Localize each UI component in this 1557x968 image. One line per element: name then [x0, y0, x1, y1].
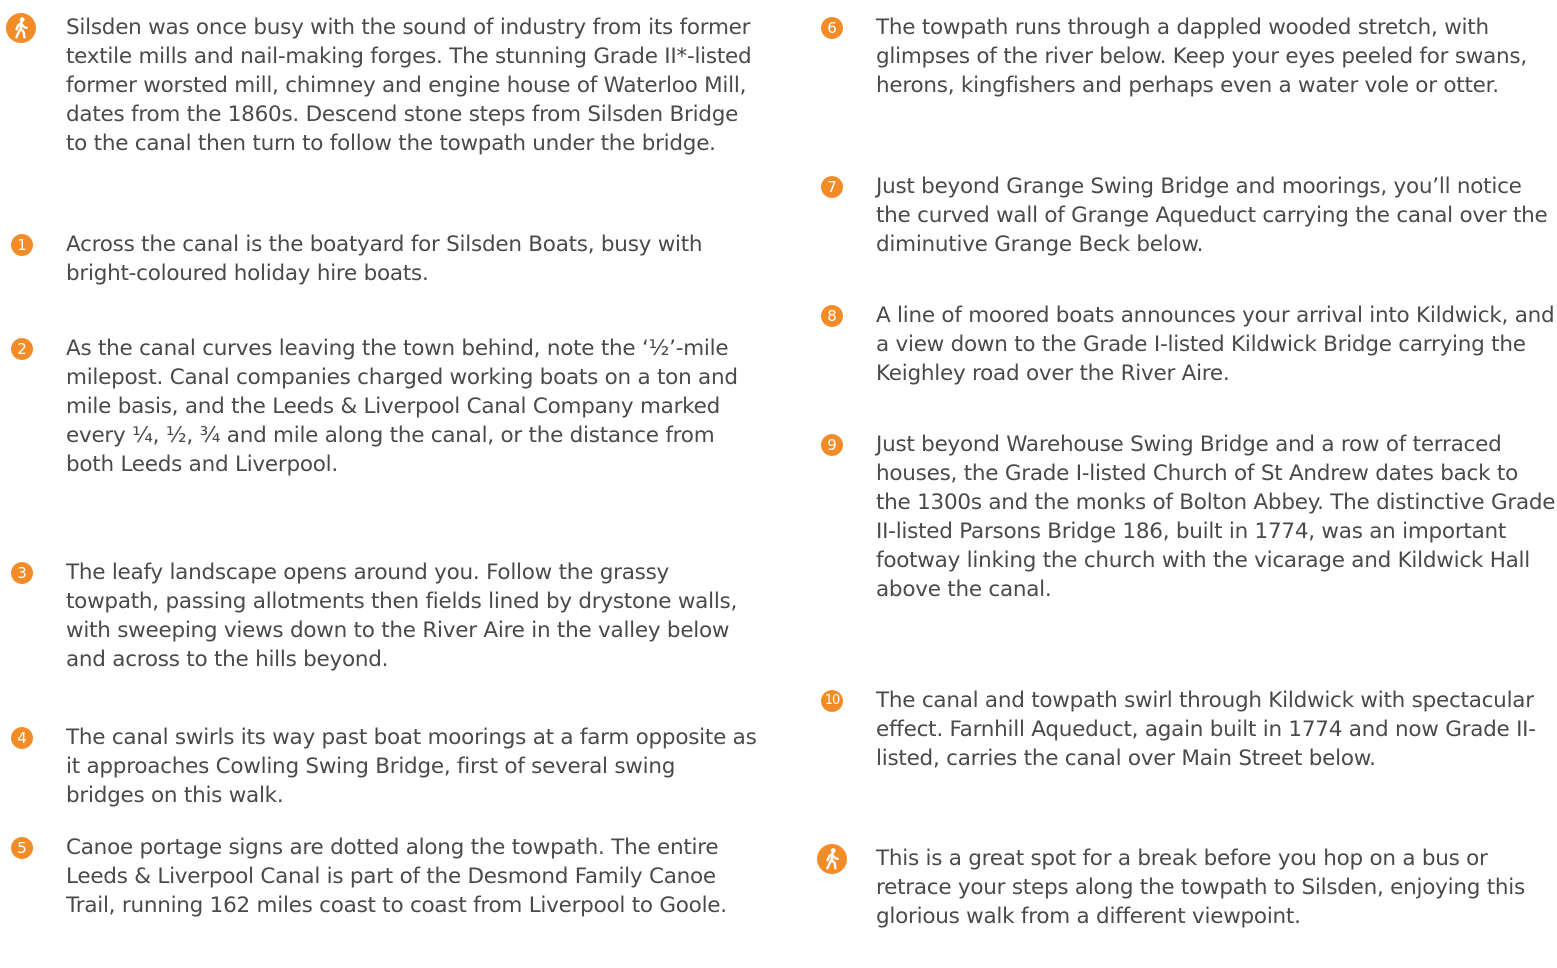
step-1 — [0, 230, 760, 288]
step-number-badge: 9 — [821, 434, 843, 456]
step-number-badge: 5 — [11, 837, 33, 859]
step-8 — [810, 301, 1557, 388]
step-text: As the canal curves leaving the town behind, note the ‘½’-mile milepost. Canal companies charged working boats on a ton and mile basis, and the Leeds & Liverpool Canal Company marked every ¼, ½, ¾ and mile along the canal, or the distance from both Leeds and Liverpool. — [66, 336, 738, 477]
step-number-badge: 1 — [11, 234, 33, 256]
step-2 — [0, 334, 760, 479]
step-10 — [810, 686, 1557, 773]
step-text: Silsden was once busy with the sound of industry from its former textile mills and nail-making forges. The stunning Grade II*-listed former worsted mill, chimney and engine house of Waterloo Mill, dates from the 1860s. Descend stone steps from Silsden Bridge to the canal then turn to follow the towpath under the bridge. — [66, 15, 752, 156]
intro-step — [0, 13, 760, 158]
step-4 — [0, 723, 760, 810]
walker-icon — [6, 13, 36, 43]
step-text: This is a great spot for a break before you hop on a bus or retrace your steps along the towpath to Silsden, enjoying this glorious walk from a different viewpoint. — [876, 846, 1525, 929]
step-number-badge: 2 — [11, 338, 33, 360]
step-number-badge: 7 — [821, 176, 843, 198]
step-5 — [0, 833, 760, 920]
step-number-badge: 8 — [821, 305, 843, 327]
step-7 — [810, 172, 1557, 259]
step-number-badge: 3 — [11, 562, 33, 584]
step-6 — [810, 13, 1557, 100]
step-3 — [0, 558, 760, 674]
step-text: Across the canal is the boatyard for Silsden Boats, busy with bright-coloured holiday hire boats. — [66, 232, 703, 286]
closing-step — [810, 844, 1557, 931]
step-text: Just beyond Warehouse Swing Bridge and a row of terraced houses, the Grade I-listed Church of St Andrew dates back to the 1300s and the monks of Bolton Abbey. The distinctive Grade II-listed Parsons Bridge 186, built in 1774, was an important footway linking the church with the vicarage and Kildwick Hall above the canal. — [876, 432, 1556, 602]
step-number-badge: 6 — [821, 17, 843, 39]
step-text: Canoe portage signs are dotted along the towpath. The entire Leeds & Liverpool Canal is part of the Desmond Family Canoe Trail, running 162 miles coast to coast from Liverpool to Goole. — [66, 835, 727, 918]
step-number-badge: 10 — [821, 690, 843, 712]
step-text: The leafy landscape opens around you. Follow the grassy towpath, passing allotments then fields lined by drystone walls, with sweeping views down to the River Aire in the valley below and across to the hills beyond. — [66, 560, 738, 672]
step-9 — [810, 430, 1557, 604]
step-text: The canal and towpath swirl through Kildwick with spectacular effect. Farnhill Aqueduct, again built in 1774 and now Grade II-listed, carries the canal over Main Street below. — [876, 688, 1536, 771]
step-number-badge: 4 — [11, 727, 33, 749]
walker-icon — [817, 844, 847, 874]
step-text: Just beyond Grange Swing Bridge and moorings, you’ll notice the curved wall of Grange Aqueduct carrying the canal over the diminutive Grange Beck below. — [876, 174, 1548, 257]
step-text: A line of moored boats announces your arrival into Kildwick, and a view down to the Grade I-listed Kildwick Bridge carrying the Keighley road over the River Aire. — [876, 303, 1555, 386]
step-text: The towpath runs through a dappled wooded stretch, with glimpses of the river below. Keep your eyes peeled for swans, herons, kingfishers and perhaps even a water vole or otter. — [876, 15, 1527, 98]
step-text: The canal swirls its way past boat moorings at a farm opposite as it approaches Cowling Swing Bridge, first of several swing bridges on this walk. — [66, 725, 757, 808]
